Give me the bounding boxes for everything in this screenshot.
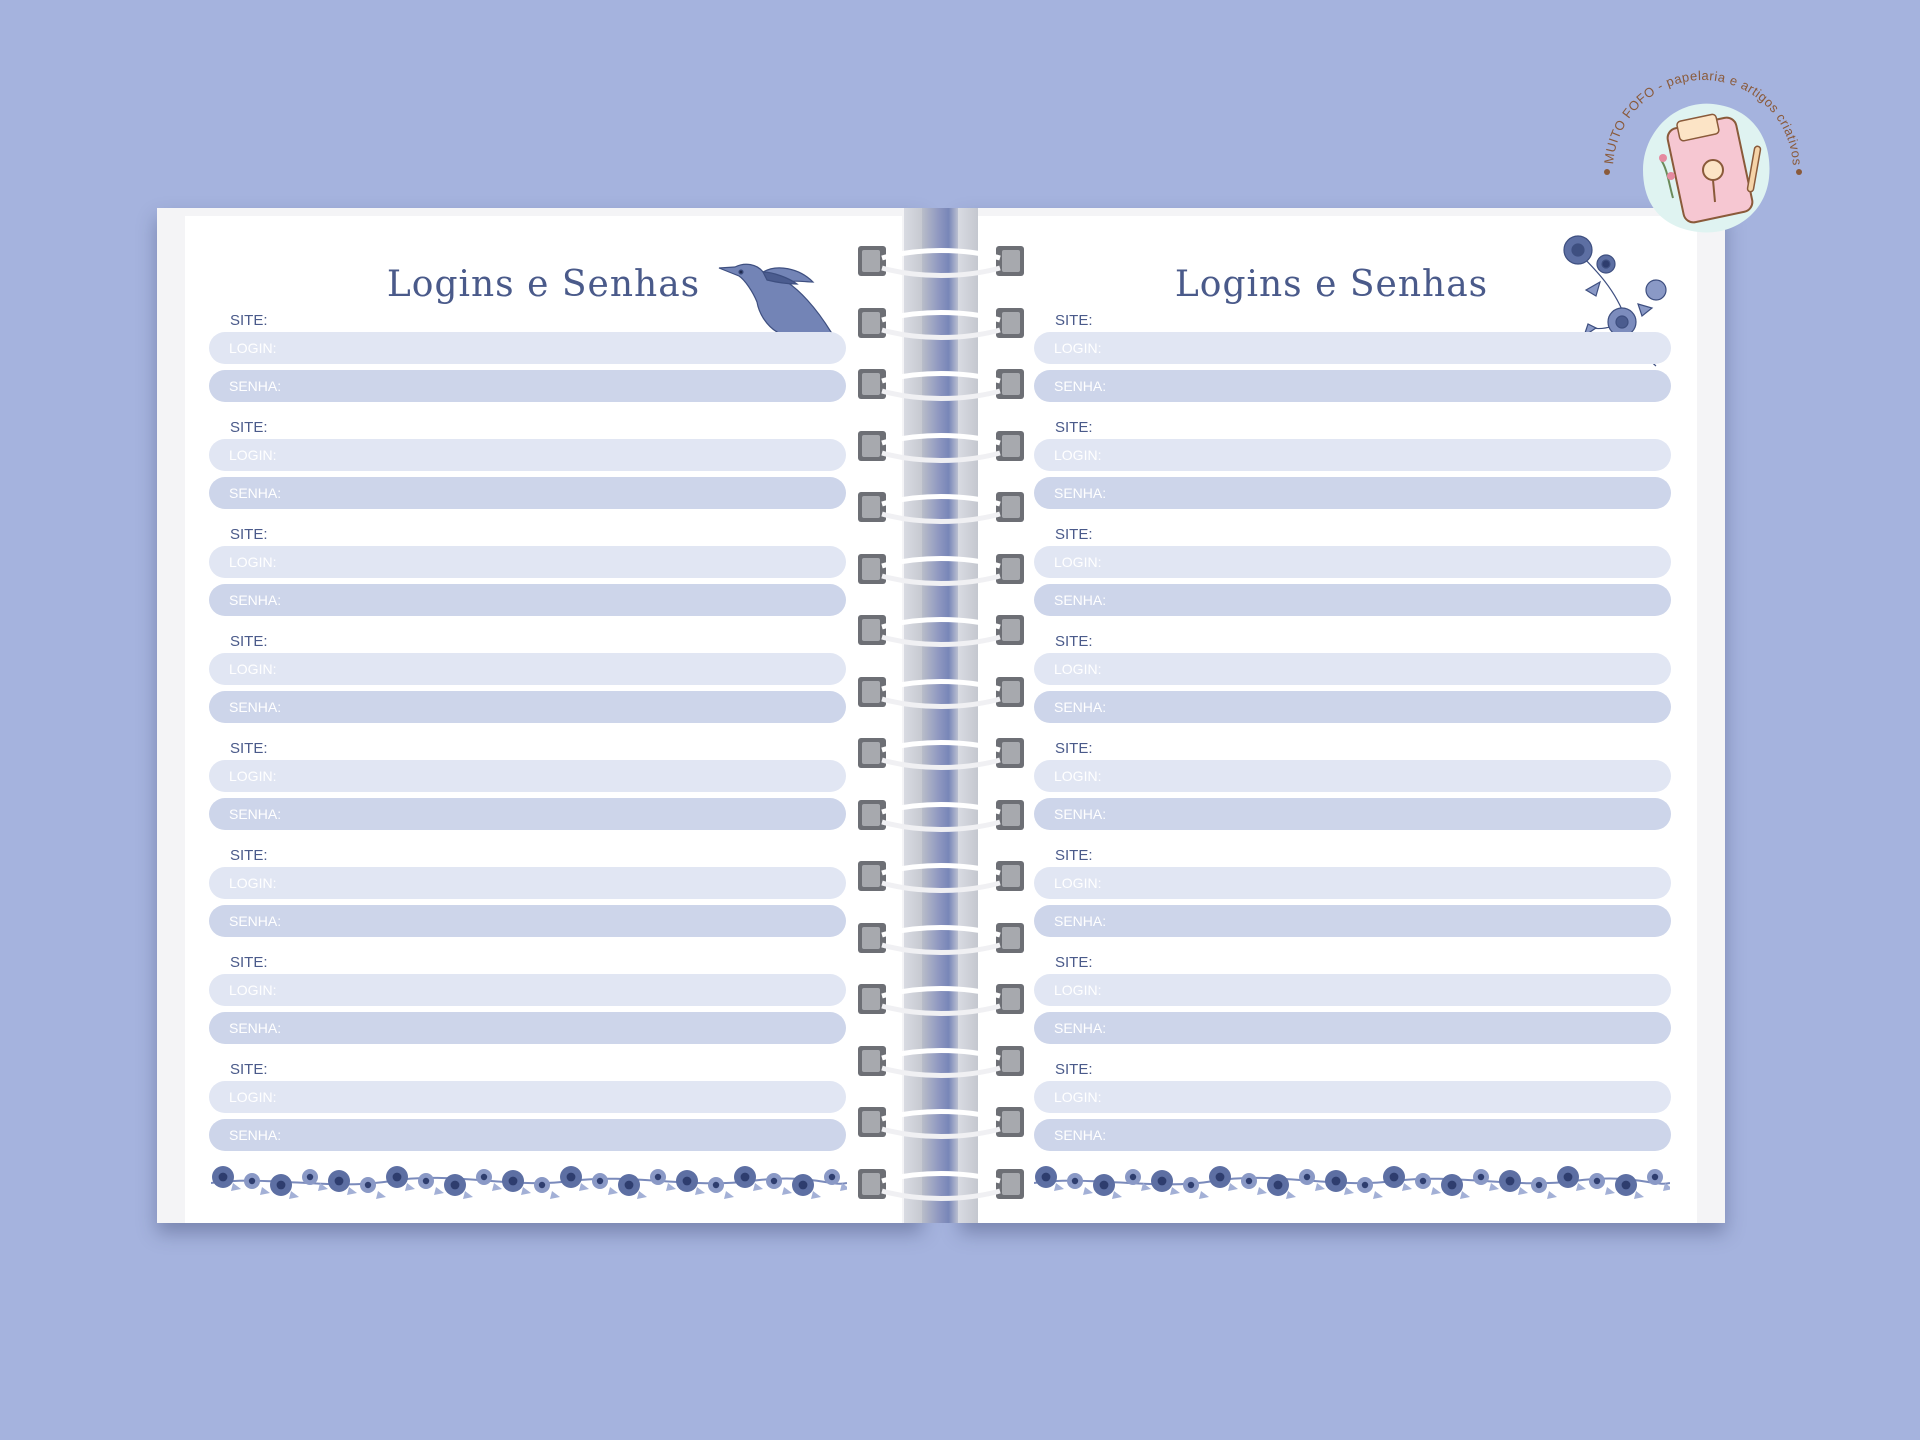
password-field[interactable]: SENHA: bbox=[1034, 370, 1671, 402]
page-title: Logins e Senhas bbox=[1174, 264, 1489, 305]
login-field[interactable]: LOGIN: bbox=[1034, 332, 1671, 364]
login-field[interactable]: LOGIN: bbox=[209, 760, 846, 792]
site-field[interactable]: SITE: bbox=[1055, 740, 1093, 757]
login-entry bbox=[1034, 633, 1697, 740]
coil-ring bbox=[858, 615, 1024, 649]
coil-ring bbox=[858, 1046, 1024, 1080]
login-field[interactable]: LOGIN: bbox=[1034, 653, 1671, 685]
site-field[interactable]: SITE: bbox=[1055, 633, 1093, 650]
login-entry bbox=[209, 633, 902, 740]
right-page-sheet bbox=[966, 216, 1697, 1223]
password-field[interactable]: SENHA: bbox=[1034, 477, 1671, 509]
site-field[interactable]: SITE: bbox=[230, 1061, 268, 1078]
page-title: Logins e Senhas bbox=[386, 264, 701, 305]
logo-text: MUITO FOFO - papelaria e artigos criativos bbox=[1601, 67, 1805, 167]
password-field[interactable]: SENHA: bbox=[209, 477, 846, 509]
login-field[interactable]: LOGIN: bbox=[209, 439, 846, 471]
login-entry bbox=[209, 740, 902, 847]
password-field[interactable]: SENHA: bbox=[1034, 798, 1671, 830]
login-entry bbox=[1034, 847, 1697, 954]
site-field[interactable]: SITE: bbox=[230, 312, 268, 329]
site-field[interactable]: SITE: bbox=[230, 954, 268, 971]
login-field[interactable]: LOGIN: bbox=[1034, 867, 1671, 899]
site-field[interactable]: SITE: bbox=[230, 740, 268, 757]
coil-ring bbox=[858, 923, 1024, 957]
login-entry bbox=[209, 1061, 902, 1168]
password-field[interactable]: SENHA: bbox=[209, 691, 846, 723]
site-field[interactable]: SITE: bbox=[230, 419, 268, 436]
site-field[interactable]: SITE: bbox=[230, 526, 268, 543]
coil-ring bbox=[858, 554, 1024, 588]
coil-ring bbox=[858, 246, 1024, 280]
coil-ring bbox=[858, 677, 1024, 711]
login-field[interactable]: LOGIN: bbox=[209, 332, 846, 364]
coil-ring bbox=[858, 492, 1024, 526]
password-field[interactable]: SENHA: bbox=[209, 1119, 846, 1151]
site-field[interactable]: SITE: bbox=[1055, 847, 1093, 864]
password-field[interactable]: SENHA: bbox=[209, 798, 846, 830]
login-entry bbox=[209, 419, 902, 526]
password-field[interactable]: SENHA: bbox=[209, 1012, 846, 1044]
login-field[interactable]: LOGIN: bbox=[209, 867, 846, 899]
login-field[interactable]: LOGIN: bbox=[209, 546, 846, 578]
right-page bbox=[960, 208, 1725, 1223]
password-field[interactable]: SENHA: bbox=[1034, 905, 1671, 937]
password-field[interactable]: SENHA: bbox=[209, 370, 846, 402]
floral-border-icon bbox=[1034, 1161, 1670, 1201]
coil-ring bbox=[858, 984, 1024, 1018]
floral-border-icon bbox=[211, 1161, 847, 1201]
left-page bbox=[157, 208, 922, 1223]
password-field[interactable]: SENHA: bbox=[1034, 1119, 1671, 1151]
brand-logo bbox=[1583, 50, 1823, 290]
password-field[interactable]: SENHA: bbox=[1034, 1012, 1671, 1044]
login-entry bbox=[209, 847, 902, 954]
coil-ring bbox=[858, 369, 1024, 403]
login-field[interactable]: LOGIN: bbox=[209, 974, 846, 1006]
login-field[interactable]: LOGIN: bbox=[1034, 546, 1671, 578]
site-field[interactable]: SITE: bbox=[1055, 954, 1093, 971]
entries-list bbox=[209, 312, 902, 1168]
password-field[interactable]: SENHA: bbox=[1034, 691, 1671, 723]
coil-ring bbox=[858, 800, 1024, 834]
login-entry bbox=[209, 312, 902, 419]
coil-ring bbox=[858, 431, 1024, 465]
coil-ring bbox=[858, 308, 1024, 342]
login-field[interactable]: LOGIN: bbox=[1034, 1081, 1671, 1113]
password-field[interactable]: SENHA: bbox=[1034, 584, 1671, 616]
coil-ring bbox=[858, 738, 1024, 772]
login-entry bbox=[1034, 954, 1697, 1061]
login-entry bbox=[209, 954, 902, 1061]
coil-ring bbox=[858, 1169, 1024, 1203]
coil-ring bbox=[858, 861, 1024, 895]
site-field[interactable]: SITE: bbox=[230, 633, 268, 650]
login-field[interactable]: LOGIN: bbox=[209, 1081, 846, 1113]
password-field[interactable]: SENHA: bbox=[209, 905, 846, 937]
coil-ring bbox=[858, 1107, 1024, 1141]
site-field[interactable]: SITE: bbox=[1055, 526, 1093, 543]
password-field[interactable]: SENHA: bbox=[209, 584, 846, 616]
site-field[interactable]: SITE: bbox=[230, 847, 268, 864]
login-entry bbox=[1034, 312, 1697, 419]
site-field[interactable]: SITE: bbox=[1055, 312, 1093, 329]
login-entry bbox=[209, 526, 902, 633]
login-entry bbox=[1034, 419, 1697, 526]
site-field[interactable]: SITE: bbox=[1055, 419, 1093, 436]
login-field[interactable]: LOGIN: bbox=[1034, 439, 1671, 471]
login-entry bbox=[1034, 740, 1697, 847]
login-entry bbox=[1034, 526, 1697, 633]
login-entry bbox=[1034, 1061, 1697, 1168]
entries-list bbox=[1034, 312, 1697, 1168]
login-field[interactable]: LOGIN: bbox=[1034, 974, 1671, 1006]
left-page-sheet bbox=[185, 216, 902, 1223]
login-field[interactable]: LOGIN: bbox=[1034, 760, 1671, 792]
login-field[interactable]: LOGIN: bbox=[209, 653, 846, 685]
site-field[interactable]: SITE: bbox=[1055, 1061, 1093, 1078]
